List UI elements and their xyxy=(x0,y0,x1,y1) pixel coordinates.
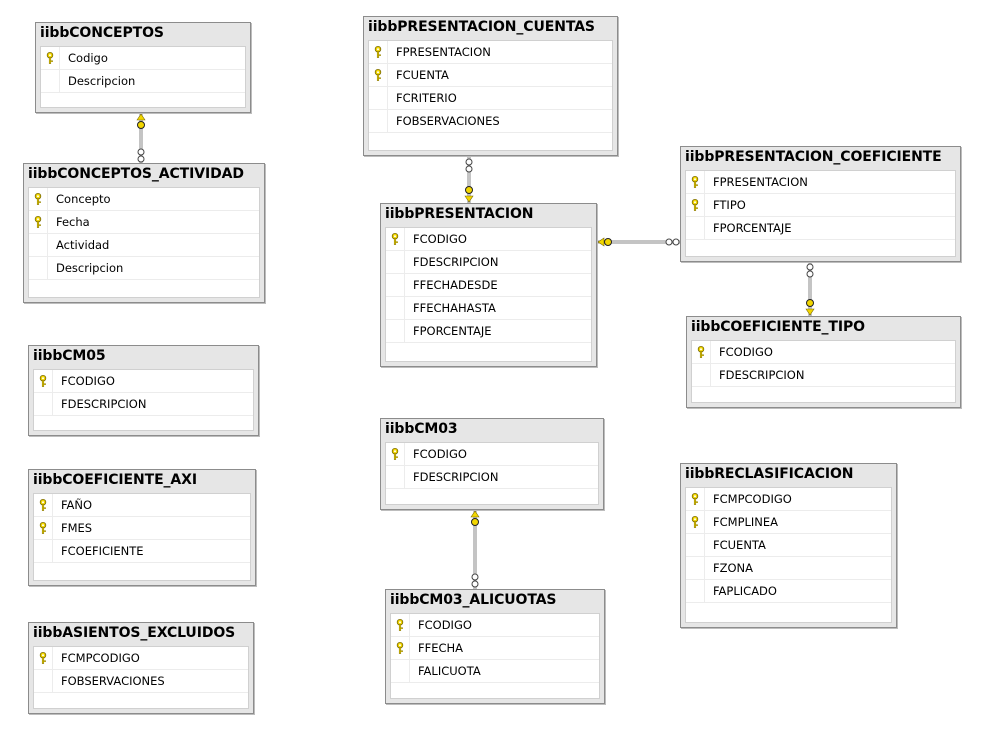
column-name: FDESCRIPCION xyxy=(413,470,499,484)
column-row[interactable] xyxy=(369,41,612,64)
column-name: FFECHADESDE xyxy=(413,278,498,292)
table-title: iibbPRESENTACION_CUENTAS xyxy=(368,19,595,35)
column-row[interactable] xyxy=(686,171,955,194)
column-name: FCODIGO xyxy=(418,618,472,632)
row-selector xyxy=(386,228,405,250)
primary-key-icon xyxy=(391,448,399,460)
column-row[interactable] xyxy=(41,47,245,70)
table-iibbcoeficiente-axi[interactable] xyxy=(28,469,256,586)
table-title: iibbCOEFICIENTE_AXI xyxy=(33,472,197,488)
primary-key-icon xyxy=(39,499,47,511)
table-iibbpresentacion[interactable] xyxy=(380,203,597,367)
row-selector xyxy=(686,171,705,193)
column-name: FAPLICADO xyxy=(713,584,777,598)
column-row[interactable] xyxy=(369,64,612,87)
primary-key-icon xyxy=(691,516,699,528)
column-list xyxy=(390,613,600,699)
column-list xyxy=(40,46,246,108)
column-name: Codigo xyxy=(68,51,108,65)
column-row[interactable] xyxy=(386,297,591,320)
column-row[interactable] xyxy=(34,393,253,416)
row-selector xyxy=(686,534,705,556)
column-name: FFECHAHASTA xyxy=(413,301,496,315)
row-selector xyxy=(692,364,711,386)
column-row[interactable] xyxy=(391,614,599,637)
column-list xyxy=(33,369,254,431)
table-iibbasientos-excluidos[interactable] xyxy=(28,622,254,714)
column-name: FCMPCODIGO xyxy=(61,651,140,665)
table-iibbcm03-alicuotas[interactable] xyxy=(385,589,605,704)
primary-key-icon xyxy=(396,619,404,631)
column-list xyxy=(33,646,249,709)
row-selector xyxy=(386,251,405,273)
column-name: FPORCENTAJE xyxy=(413,324,492,338)
row-selector xyxy=(29,257,48,279)
column-row[interactable] xyxy=(386,320,591,343)
column-name: FOBSERVACIONES xyxy=(61,674,165,688)
column-name: Concepto xyxy=(56,192,111,206)
column-name: Descripcion xyxy=(68,74,136,88)
column-name: FCODIGO xyxy=(413,447,467,461)
column-name: FDESCRIPCION xyxy=(61,397,147,411)
row-selector xyxy=(34,517,53,539)
column-name: FCUENTA xyxy=(396,68,449,82)
row-selector xyxy=(29,234,48,256)
relationship-coeficiente-tipo[interactable] xyxy=(806,262,814,316)
relationship-presentacion-cuentas[interactable] xyxy=(465,156,473,203)
row-selector xyxy=(686,217,705,239)
row-selector xyxy=(369,64,388,86)
column-name: FCODIGO xyxy=(413,232,467,246)
row-selector xyxy=(369,87,388,109)
table-iibbpresentacion-cuentas[interactable] xyxy=(363,16,618,156)
primary-key-icon xyxy=(691,199,699,211)
table-title: iibbPRESENTACION xyxy=(385,206,534,222)
column-row[interactable] xyxy=(386,228,591,251)
column-row[interactable] xyxy=(391,637,599,660)
column-row[interactable] xyxy=(34,494,250,517)
primary-key-icon xyxy=(396,642,404,654)
column-row[interactable] xyxy=(692,364,955,387)
column-name: FZONA xyxy=(713,561,754,575)
table-iibbreclasificacion[interactable] xyxy=(680,463,897,628)
row-selector xyxy=(34,370,53,392)
primary-key-icon xyxy=(691,176,699,188)
row-selector xyxy=(686,511,705,533)
table-iibbcm05[interactable] xyxy=(28,345,259,436)
primary-key-icon xyxy=(39,375,47,387)
column-name: FCOEFICIENTE xyxy=(61,544,144,558)
column-name: FDESCRIPCION xyxy=(413,255,499,269)
column-row[interactable] xyxy=(34,670,248,693)
row-selector xyxy=(34,393,53,415)
column-list xyxy=(385,227,592,362)
column-row[interactable] xyxy=(29,211,259,234)
column-name: FAÑO xyxy=(61,498,93,512)
column-name: FFECHA xyxy=(418,641,464,655)
row-selector xyxy=(34,647,53,669)
column-name: FCODIGO xyxy=(719,345,773,359)
primary-key-icon xyxy=(374,46,382,58)
row-selector xyxy=(386,297,405,319)
column-row[interactable] xyxy=(386,274,591,297)
column-list xyxy=(685,487,892,623)
row-selector xyxy=(386,274,405,296)
column-row[interactable] xyxy=(34,647,248,670)
table-title: iibbASIENTOS_EXCLUIDOS xyxy=(33,625,236,641)
row-selector xyxy=(386,466,405,488)
row-selector xyxy=(34,670,53,692)
table-iibbcoeficiente-tipo[interactable] xyxy=(686,316,961,408)
table-title: iibbCONCEPTOS_ACTIVIDAD xyxy=(28,166,244,182)
row-selector xyxy=(391,660,410,682)
column-row[interactable] xyxy=(686,217,955,240)
column-row[interactable] xyxy=(686,488,891,511)
column-row[interactable] xyxy=(386,466,598,489)
row-selector xyxy=(29,188,48,210)
column-name: FOBSERVACIONES xyxy=(396,114,500,128)
column-name: Descripcion xyxy=(56,261,124,275)
column-name: FCRITERIO xyxy=(396,91,457,105)
table-title: iibbRECLASIFICACION xyxy=(685,466,854,482)
primary-key-icon xyxy=(46,52,54,64)
table-title: iibbCOEFICIENTE_TIPO xyxy=(691,319,865,335)
column-row[interactable] xyxy=(386,443,598,466)
column-row[interactable] xyxy=(391,660,599,683)
column-row[interactable] xyxy=(386,251,591,274)
primary-key-icon xyxy=(374,69,382,81)
column-row[interactable] xyxy=(34,540,250,563)
row-selector xyxy=(369,110,388,132)
column-row[interactable] xyxy=(369,110,612,133)
table-title: iibbCM05 xyxy=(33,348,106,364)
row-selector xyxy=(34,494,53,516)
primary-key-icon xyxy=(691,493,699,505)
relationship-cm03-alicuotas[interactable] xyxy=(471,510,479,589)
column-row[interactable] xyxy=(686,534,891,557)
row-selector xyxy=(386,320,405,342)
table-title: iibbCONCEPTOS xyxy=(40,25,164,41)
relationship-presentacion-coeficiente[interactable] xyxy=(597,238,680,246)
row-selector xyxy=(391,614,410,636)
row-selector xyxy=(386,443,405,465)
row-selector xyxy=(686,557,705,579)
column-name: FPRESENTACION xyxy=(396,45,491,59)
relationship-conceptos-actividad[interactable] xyxy=(137,113,145,163)
column-row[interactable] xyxy=(692,341,955,364)
column-name: FCMPLINEA xyxy=(713,515,779,529)
row-selector xyxy=(41,70,60,92)
column-name: FCMPCODIGO xyxy=(713,492,792,506)
row-selector xyxy=(369,41,388,63)
column-row[interactable] xyxy=(686,194,955,217)
column-name: FPORCENTAJE xyxy=(713,221,792,235)
column-list xyxy=(33,493,251,581)
row-selector xyxy=(686,194,705,216)
column-list xyxy=(385,442,599,505)
table-iibbcm03[interactable] xyxy=(380,418,604,510)
column-list xyxy=(691,340,956,403)
column-name: FDESCRIPCION xyxy=(719,368,805,382)
table-iibbconceptos[interactable] xyxy=(35,22,251,113)
column-row[interactable] xyxy=(34,517,250,540)
table-title: iibbCM03 xyxy=(385,421,458,437)
column-row[interactable] xyxy=(369,87,612,110)
row-selector xyxy=(686,488,705,510)
column-list xyxy=(685,170,956,257)
primary-key-icon xyxy=(39,652,47,664)
column-name: Actividad xyxy=(56,238,110,252)
primary-key-icon xyxy=(697,346,705,358)
row-selector xyxy=(391,637,410,659)
column-name: FCUENTA xyxy=(713,538,766,552)
column-row[interactable] xyxy=(29,188,259,211)
column-name: FPRESENTACION xyxy=(713,175,808,189)
column-row[interactable] xyxy=(29,257,259,280)
column-name: FTIPO xyxy=(713,198,746,212)
column-row[interactable] xyxy=(686,511,891,534)
column-name: Fecha xyxy=(56,215,90,229)
column-row[interactable] xyxy=(686,580,891,603)
primary-key-icon xyxy=(391,233,399,245)
row-selector xyxy=(686,580,705,602)
column-name: FCODIGO xyxy=(61,374,115,388)
table-iibbpresentacion-coeficiente[interactable] xyxy=(680,146,961,262)
column-name: FALICUOTA xyxy=(418,664,481,678)
column-row[interactable] xyxy=(41,70,245,93)
row-selector xyxy=(34,540,53,562)
primary-key-icon xyxy=(34,193,42,205)
column-list xyxy=(28,187,260,298)
row-selector xyxy=(692,341,711,363)
table-title: iibbCM03_ALICUOTAS xyxy=(390,592,557,608)
column-row[interactable] xyxy=(29,234,259,257)
column-row[interactable] xyxy=(686,557,891,580)
column-list xyxy=(368,40,613,151)
table-iibbconceptos-actividad[interactable] xyxy=(23,163,265,303)
primary-key-icon xyxy=(39,522,47,534)
primary-key-icon xyxy=(34,216,42,228)
row-selector xyxy=(41,47,60,69)
row-selector xyxy=(29,211,48,233)
table-title: iibbPRESENTACION_COEFICIENTE xyxy=(685,149,942,165)
column-name: FMES xyxy=(61,521,93,535)
column-row[interactable] xyxy=(34,370,253,393)
